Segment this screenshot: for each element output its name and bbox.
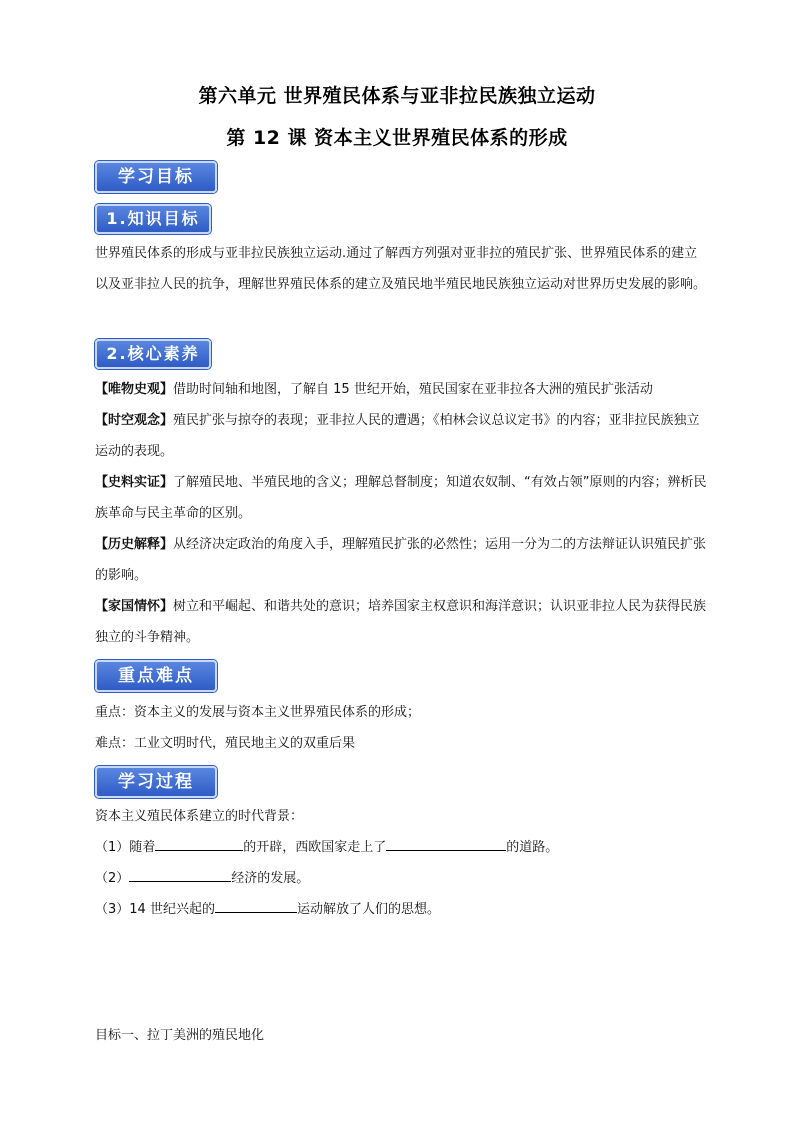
- literacy-list: [95, 374, 710, 653]
- knowledge-goals-badge: 1.知识目标: [95, 204, 211, 234]
- literacy-item: [95, 467, 710, 529]
- literacy-text: 殖民扩张与掠夺的表现；亚非拉人民的遭遇；《柏林会议总议定书》的内容；亚非拉民族独立运动的表现。: [95, 413, 700, 459]
- literacy-text: 了解殖民地、半殖民地的含义；理解总督制度；知道农奴制、“有效占领”原则的内容；辨析民族革命与民主革命的区别。: [95, 475, 707, 521]
- literacy-label: 【史料实证】: [95, 475, 174, 490]
- literacy-label: 【历史解释】: [95, 537, 174, 552]
- difficulty-line: 难点：工业文明时代，殖民地主义的双重后果: [95, 736, 356, 751]
- key-points-text: [95, 697, 710, 759]
- learning-goals-badge: 学习目标: [95, 161, 217, 193]
- learning-process-badge: 学习过程: [95, 766, 217, 798]
- literacy-text: 借助时间轴和地图，了解自 15 世纪开始，殖民国家在亚非拉各大洲的殖民扩张活动: [173, 382, 653, 397]
- question-2: （2） 经济的发展。: [95, 863, 710, 894]
- question-1: （1）随着 的开辟，西欧国家走上了 的道路。: [95, 832, 710, 863]
- focus-line: 重点：资本主义的发展与资本主义世界殖民体系的形成；: [95, 705, 421, 720]
- answer-blank[interactable]: [215, 898, 297, 913]
- unit-title: 第六单元 世界殖民体系与亚非拉民族独立运动: [198, 85, 596, 107]
- knowledge-goals-text: 世界殖民体系的形成与亚非拉民族独立运动.通过了解西方列强对亚非拉的殖民扩张、世界殖民体系的建立以及亚非拉人民的抗争，理解世界殖民体系的建立及殖民地半殖民地民族独立运动对世界历史发展的影响。: [95, 246, 707, 292]
- literacy-text: 从经济决定政治的角度入手，理解殖民扩张的必然性；运用一分为二的方法辩证认识殖民扩张的影响。: [95, 537, 707, 583]
- answer-blank[interactable]: [129, 867, 231, 882]
- core-literacy-badge: 2.核心素养: [95, 339, 211, 369]
- literacy-text: 树立和平崛起、和谐共处的意识；培养国家主权意识和海洋意识；认识亚非拉人民为获得民族独立的斗争精神。: [95, 599, 707, 645]
- literacy-label: 【唯物史观】: [95, 382, 174, 397]
- process-section: [95, 801, 710, 925]
- literacy-item: [95, 591, 710, 653]
- literacy-label: 【时空观念】: [95, 413, 174, 428]
- literacy-item: [95, 374, 710, 405]
- literacy-item: [95, 529, 710, 591]
- answer-blank[interactable]: [386, 836, 506, 851]
- literacy-item: [95, 405, 710, 467]
- lesson-title: 第 12 课 资本主义世界殖民体系的形成: [226, 127, 568, 149]
- goal-one-heading: 目标一、拉丁美洲的殖民地化: [95, 1028, 265, 1043]
- key-points-badge: 重点难点: [95, 660, 217, 692]
- literacy-label: 【家国情怀】: [95, 599, 174, 614]
- answer-blank[interactable]: [155, 836, 243, 851]
- process-intro: 资本主义殖民体系建立的时代背景：: [95, 809, 304, 824]
- question-3: （3）14 世纪兴起的 运动解放了人们的思想。: [95, 894, 710, 925]
